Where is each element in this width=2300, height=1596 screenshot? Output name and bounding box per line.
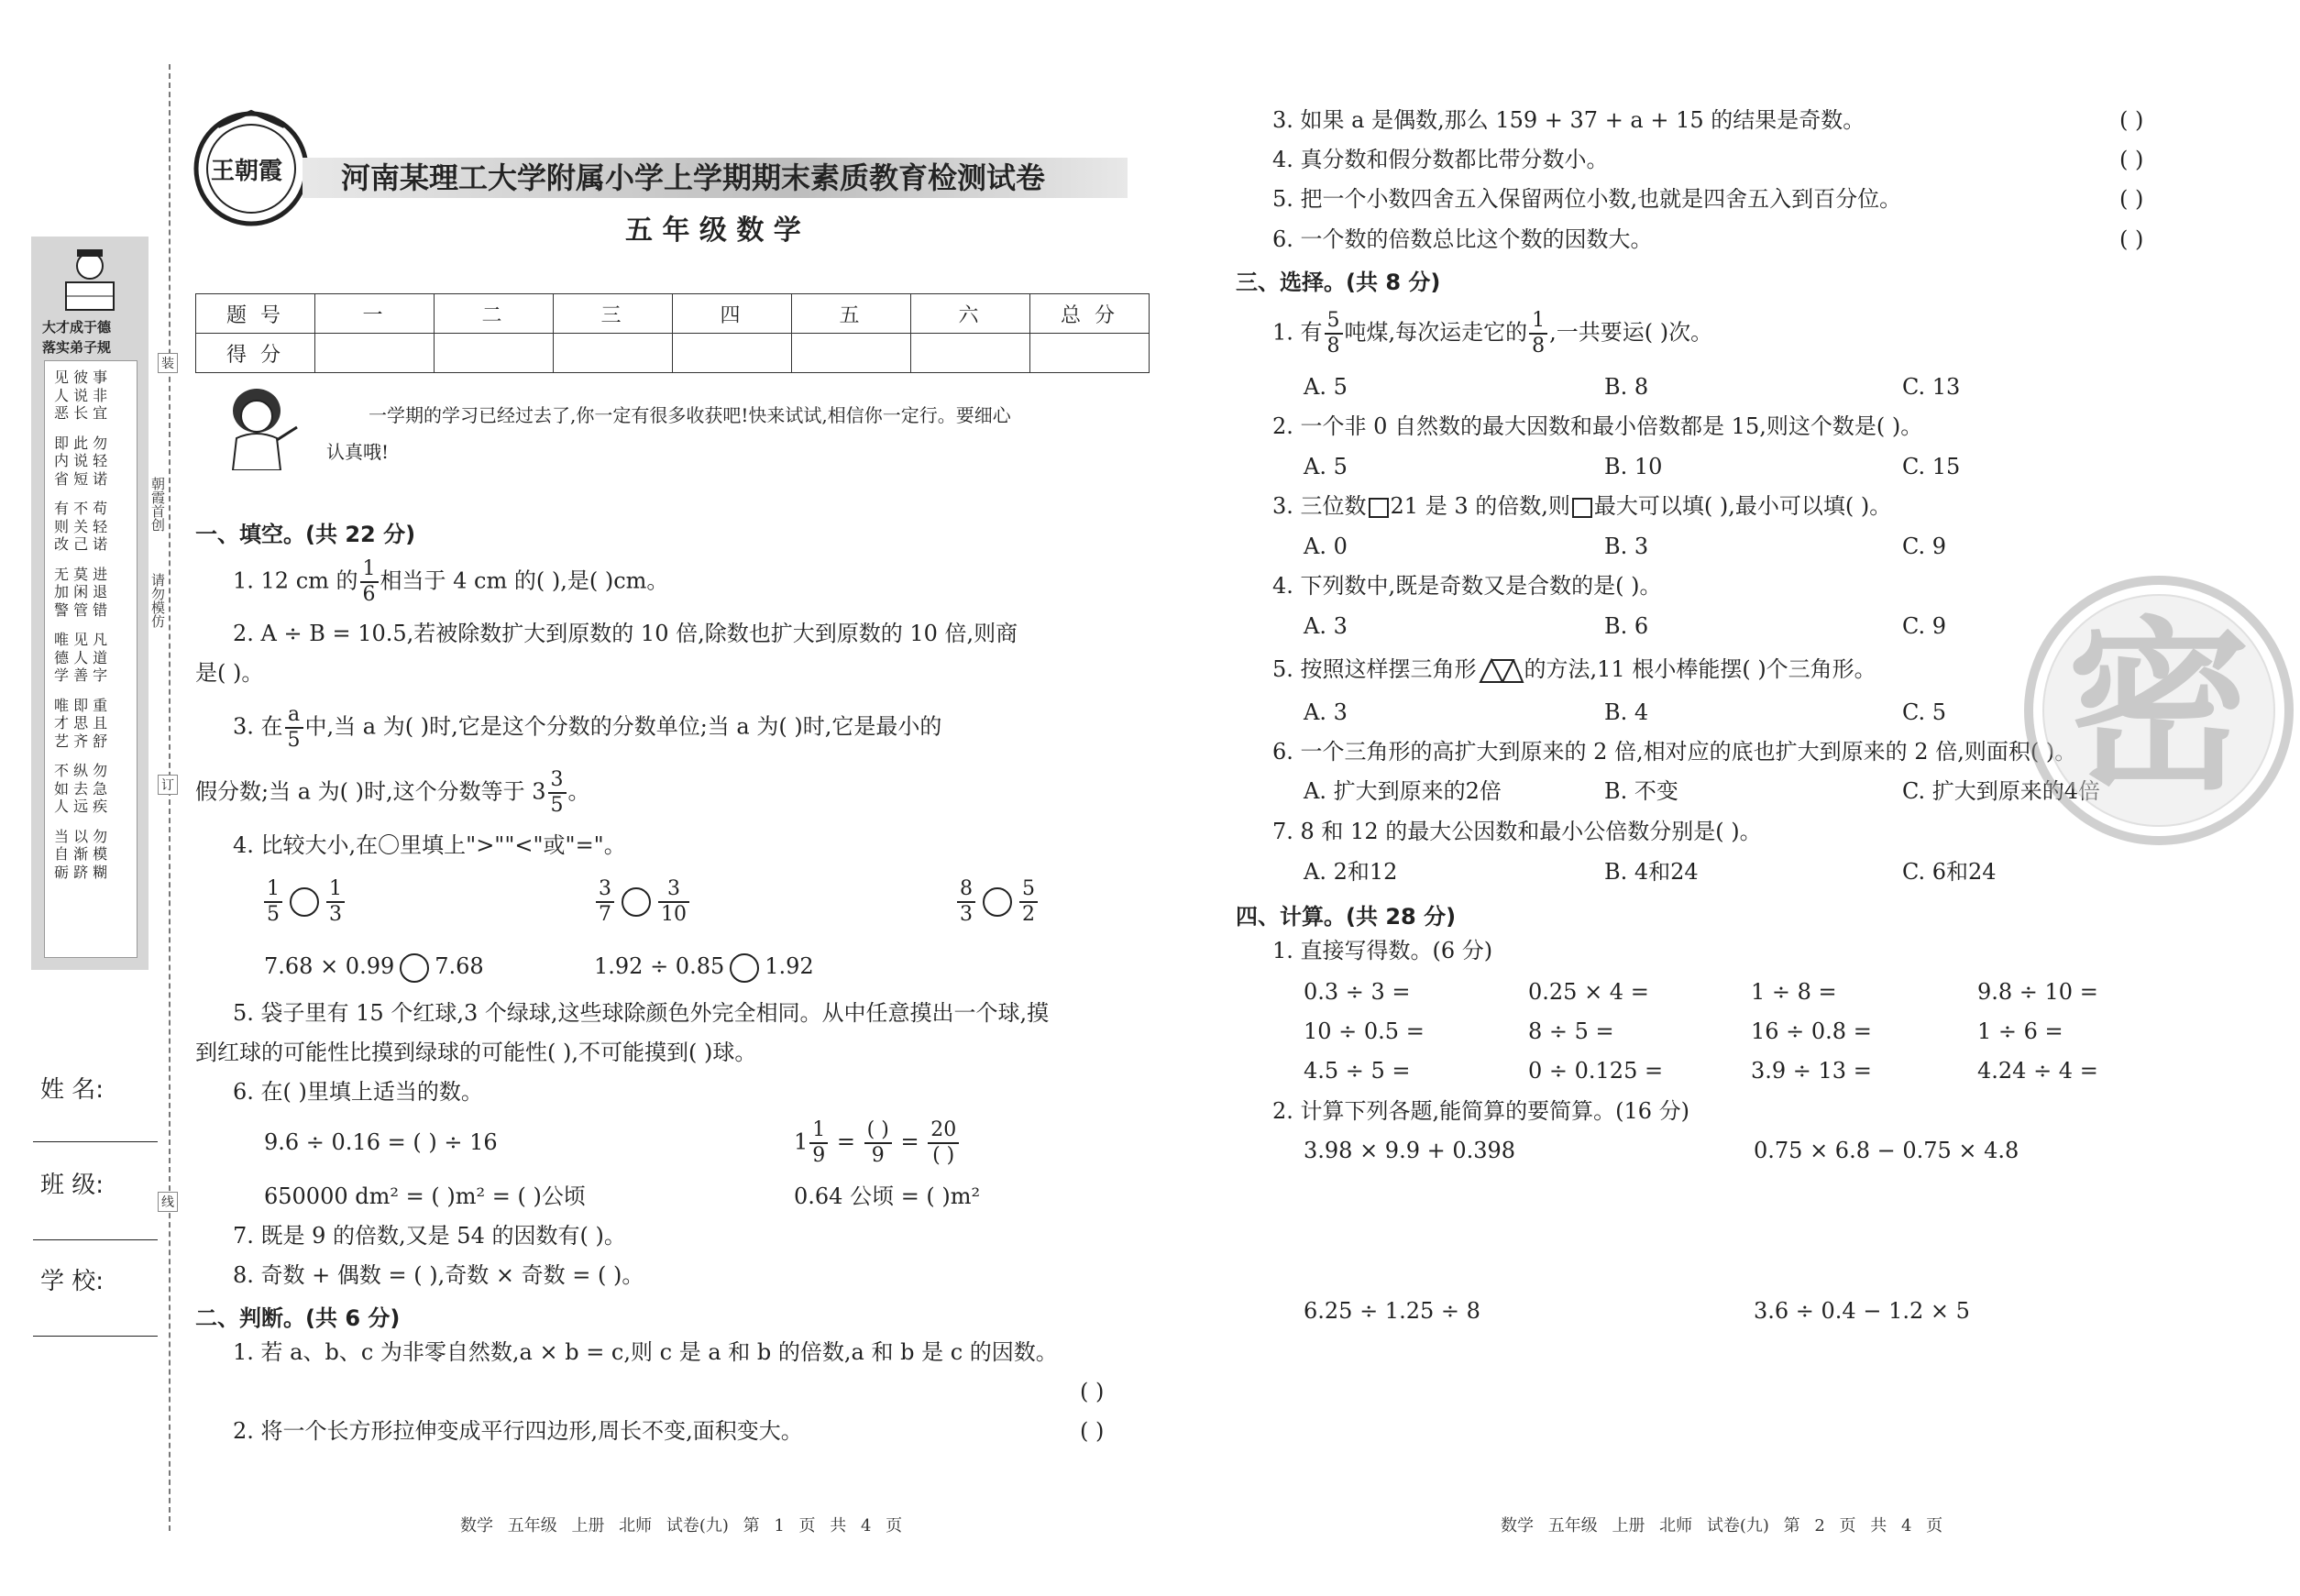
numerator: 1 [809, 1118, 828, 1144]
score-input[interactable] [1030, 334, 1150, 373]
numerator: 3 [596, 877, 614, 903]
choice-6-option-c[interactable]: C. 扩大到原来的4倍 [1902, 778, 2101, 804]
judge-3-answer[interactable]: ( ) [2119, 107, 2144, 133]
poem-line: 见 彼 事 [54, 369, 108, 386]
q3-text-a: 3. 在 [233, 713, 283, 740]
calc-2-problem-d: 3.6 ÷ 0.4 − 1.2 × 5 [1754, 1298, 1970, 1324]
numerator: 1 [326, 877, 345, 903]
c3-text-c: 最大可以填( ),最小可以填( )。 [1593, 493, 1892, 519]
section-fill-blank: 一、填空。(共 22 分) [195, 522, 416, 547]
binding-mark-1: 装 [158, 353, 178, 373]
compare-item [955, 877, 1040, 927]
poem-line: 加 闲 退 [54, 583, 108, 600]
denominator: 3 [329, 903, 342, 926]
choice-1-option-c[interactable]: C. 13 [1902, 374, 1961, 400]
poem-line: 唯 见 凡 [54, 631, 108, 648]
judge-2-answer[interactable]: ( ) [1080, 1418, 1105, 1444]
expr-left: 1.92 ÷ 0.85 [594, 953, 725, 979]
choice-5-option-a[interactable]: A. 3 [1304, 699, 1348, 725]
compare-item [262, 877, 347, 927]
question-2-line-1: 2. A ÷ B = 10.5,若被除数扩大到原数的 10 倍,除数也扩大到原数的 10 倍,则商 [233, 621, 1018, 646]
calc-2-problem-c: 6.25 ÷ 1.25 ÷ 8 [1304, 1298, 1480, 1324]
mental-math-item[interactable]: 4.24 ÷ 4 = [1977, 1058, 2098, 1084]
c3-text-a: 3. 三位数 [1272, 493, 1367, 519]
denominator: 8 [1532, 335, 1546, 358]
numerator: 8 [957, 877, 975, 903]
choice-5-option-b[interactable]: B. 4 [1604, 699, 1649, 725]
digit-box-icon [1369, 498, 1389, 518]
whole-number: 1 [794, 1128, 809, 1155]
choice-6-option-b[interactable]: B. 不变 [1604, 778, 1678, 804]
scholar-illustration [57, 246, 123, 314]
judge-6: 6. 一个数的倍数总比这个数的因数大。 [1272, 226, 1653, 252]
school-line[interactable] [33, 1336, 158, 1337]
brand-logo [191, 108, 312, 229]
c3-text-b: 21 是 3 的倍数,则 [1390, 493, 1570, 519]
poem-box [44, 360, 138, 958]
name-line[interactable] [33, 1141, 158, 1142]
denominator: 5 [267, 903, 280, 926]
numerator: 1 [360, 557, 379, 583]
choice-4-option-a[interactable]: A. 3 [1304, 613, 1348, 639]
poem-line: 有 不 苟 [54, 500, 108, 517]
poem-line: 当 以 勿 [54, 827, 108, 845]
page-footer-right: 数学 五年级 上册 北师 试卷(九) 第 2 页 共 4 页 [1501, 1516, 1943, 1535]
numerator-blank[interactable]: ( ) [864, 1118, 892, 1144]
judge-1-answer[interactable]: ( ) [1080, 1379, 1105, 1404]
question-4: 4. 比较大小,在〇里填上">""<"或"="。 [233, 832, 626, 858]
mental-math-item[interactable]: 0 ÷ 0.125 = [1528, 1058, 1664, 1084]
intro-line-2: 认真哦! [326, 441, 390, 463]
left-margin-sidebar [0, 0, 183, 1596]
question-7: 7. 既是 9 的倍数,又是 54 的因数有( )。 [233, 1223, 626, 1249]
binding-mark-2: 订 [158, 775, 178, 795]
expr-right: 7.68 [435, 953, 484, 979]
poem-line: 不 纵 勿 [54, 762, 108, 779]
denominator: 8 [1326, 335, 1340, 358]
numerator: 3 [658, 877, 689, 903]
q6-expr-d: 0.64 公顷 = ( )m² [794, 1183, 981, 1209]
stamp-character: 密 [2067, 601, 2251, 815]
denominator-blank[interactable]: ( ) [932, 1144, 955, 1167]
poem-line: 人 远 疾 [54, 798, 108, 815]
page-footer-left: 数学 五年级 上册 北师 试卷(九) 第 1 页 共 4 页 [460, 1516, 903, 1535]
judge-4-answer[interactable]: ( ) [2119, 147, 2144, 172]
binding-dashed-line [169, 64, 171, 1531]
poem-lines [45, 361, 137, 881]
poem-line: 省 短 诺 [54, 469, 108, 488]
mental-math-item[interactable]: 9.8 ÷ 10 = [1977, 979, 2098, 1005]
q3-text-c: 假分数;当 a 为( )时,这个分数等于 3 [195, 778, 546, 805]
poem-line: 德 人 道 [54, 648, 108, 666]
q3-text-b: 中,当 a 为( )时,它是这个分数的分数单位;当 a 为( )时,它是最小的 [304, 713, 942, 740]
compare-row-decimals-2 [594, 952, 814, 983]
mental-math-item[interactable]: 3.9 ÷ 13 = [1751, 1058, 1872, 1084]
score-table [195, 293, 1150, 373]
mental-math-item[interactable]: 8 ÷ 5 = [1528, 1018, 1614, 1044]
c5-text-a: 5. 按照这样摆三角形 [1272, 656, 1477, 682]
score-cell: 一 [315, 294, 435, 334]
choice-5-option-c[interactable]: C. 5 [1902, 699, 1947, 725]
binding-mark-3: 线 [158, 1192, 178, 1212]
denominator: 6 [362, 583, 376, 606]
warning-1: 朝霞首创 [149, 477, 166, 532]
choice-4-option-c[interactable]: C. 9 [1902, 613, 1947, 639]
judge-5: 5. 把一个小数四舍五入保留两位小数,也就是四舍五入到百分位。 [1272, 186, 1902, 212]
score-label: 得 分 [196, 334, 315, 373]
poem-line: 即 此 勿 [54, 434, 108, 452]
digit-box-icon [1572, 498, 1592, 518]
calc-2-problem-b: 0.75 × 6.8 − 0.75 × 4.8 [1754, 1138, 2019, 1163]
choice-5 [1272, 655, 1876, 684]
choice-1-option-a[interactable]: A. 5 [1304, 374, 1348, 400]
score-cell: 六 [911, 294, 1030, 334]
choice-7-option-b[interactable]: B. 4和24 [1604, 859, 1699, 885]
calc-1-heading: 1. 直接写得数。(6 分) [1272, 938, 1493, 963]
denominator: 9 [812, 1144, 826, 1167]
q1-text-b: 相当于 4 cm 的( ),是( )cm。 [380, 567, 669, 594]
question-8: 8. 奇数 + 偶数 = ( ),奇数 × 奇数 = ( )。 [233, 1262, 644, 1288]
poem-line: 警 管 错 [54, 600, 108, 619]
compare-row-fractions [262, 877, 1087, 932]
mental-math-item[interactable]: 10 ÷ 0.5 = [1304, 1018, 1425, 1044]
score-cell: 三 [554, 294, 673, 334]
choice-1-option-b[interactable]: B. 8 [1604, 374, 1649, 400]
numerator: 3 [548, 768, 567, 794]
score-input-row [196, 334, 1150, 373]
fraction [360, 557, 379, 607]
compare-circle-input[interactable] [730, 953, 759, 983]
poem-line: 自 渐 模 [54, 845, 108, 863]
choice-2-option-c[interactable]: C. 15 [1902, 454, 1961, 479]
numerator: 5 [1325, 309, 1343, 335]
score-cell: 题 号 [196, 294, 315, 334]
choice-6-option-a[interactable]: A. 扩大到原来的2倍 [1304, 778, 1502, 804]
judge-3: 3. 如果 a 是偶数,那么 159 + 37 + a + 15 的结果是奇数。 [1272, 107, 1865, 133]
mental-math-grid [1304, 978, 2129, 1097]
logo-text: 王朝霞 [211, 158, 283, 185]
class-label: 班 级: [40, 1172, 105, 1199]
numerator: 1 [264, 877, 282, 903]
denominator: 5 [287, 729, 301, 752]
denominator: 5 [550, 794, 564, 817]
q3-text-d: 。 [567, 778, 590, 805]
girl-illustration [220, 383, 303, 470]
choice-3-option-a[interactable]: A. 0 [1304, 534, 1348, 559]
score-header-row [196, 294, 1150, 334]
choice-7-option-a[interactable]: A. 2和12 [1304, 859, 1398, 885]
question-5-line-2: 到红球的可能性比摸到绿球的可能性( ),不可能摸到( )球。 [195, 1040, 757, 1065]
choice-2-option-b[interactable]: B. 10 [1604, 454, 1663, 479]
question-5-line-1: 5. 袋子里有 15 个红球,3 个绿球,这些球除颜色外完全相同。从中任意摸出一个球,摸 [233, 1000, 1050, 1026]
choice-3-option-b[interactable]: B. 3 [1604, 534, 1649, 559]
triangle-row-icon [1477, 658, 1524, 684]
compare-circle-input[interactable] [400, 953, 429, 983]
motto-line-1: 大才成于德 [42, 319, 112, 336]
score-input[interactable] [315, 334, 435, 373]
score-input[interactable] [792, 334, 911, 373]
c5-text-b: 的方法,11 根小棒能摆( )个三角形。 [1524, 656, 1876, 682]
choice-3-option-c[interactable]: C. 9 [1902, 534, 1947, 559]
numerator: 1 [1529, 309, 1547, 335]
score-input[interactable] [554, 334, 673, 373]
class-line[interactable] [33, 1239, 158, 1240]
compare-circle-input[interactable] [983, 887, 1012, 917]
score-cell: 四 [673, 294, 792, 334]
denominator: 9 [871, 1144, 885, 1167]
poem-line: 才 思 且 [54, 714, 108, 732]
score-cell: 五 [792, 294, 911, 334]
question-1 [233, 557, 668, 607]
denominator: 3 [960, 903, 973, 926]
confidential-stamp [2021, 573, 2296, 848]
expr-left: 7.68 × 0.99 [264, 953, 395, 979]
poem-line: 无 莫 进 [54, 565, 108, 583]
judge-2: 2. 将一个长方形拉伸变成平行四边形,周长不变,面积变大。 [233, 1418, 803, 1444]
mental-math-item[interactable]: 1 ÷ 6 = [1977, 1018, 2063, 1044]
poem-line: 艺 齐 舒 [54, 732, 108, 750]
choice-4: 4. 下列数中,既是奇数又是合数的是( )。 [1272, 573, 1662, 599]
section-calculation: 四、计算。(共 28 分) [1236, 904, 1457, 930]
calc-2-problem-a: 3.98 × 9.9 + 0.398 [1304, 1138, 1516, 1163]
compare-circle-input[interactable] [290, 887, 319, 917]
c1-text-b: 吨煤,每次运走它的 [1344, 319, 1528, 346]
score-cell: 总 分 [1030, 294, 1150, 334]
calc-2-heading: 2. 计算下列各题,能简算的要简算。(16 分) [1272, 1098, 1690, 1124]
judge-6-answer[interactable]: ( ) [2119, 226, 2144, 252]
compare-item [594, 877, 691, 927]
score-input[interactable] [911, 334, 1030, 373]
choice-2-option-a[interactable]: A. 5 [1304, 454, 1348, 479]
choice-1 [1272, 309, 1712, 358]
q6-expr-a: 9.6 ÷ 0.16 = ( ) ÷ 16 [264, 1129, 498, 1155]
mental-math-item[interactable]: 16 ÷ 0.8 = [1751, 1018, 1872, 1044]
numerator: 5 [1019, 877, 1038, 903]
poem-line: 学 善 字 [54, 666, 108, 684]
intro-line-1: 一学期的学习已经过去了,你一定有很多收获吧!快来试试,相信你一定行。要细心 [369, 404, 1011, 426]
compare-circle-input[interactable] [622, 887, 651, 917]
exam-subtitle: 五 年 级 数 学 [625, 215, 801, 247]
q6-expr-b: 1 $\frac{1}{9}$ = $\frac{( )}{9}$ = $\frac{20}{( )}$ [794, 1118, 961, 1168]
poem-line: 砺 跻 糊 [54, 863, 108, 881]
school-label: 学 校: [40, 1268, 105, 1295]
c1-text-c: ,一共要运( )次。 [1549, 319, 1713, 346]
choice-3 [1272, 492, 1891, 520]
poem-line: 则 关 轻 [54, 517, 108, 535]
q1-text-a: 1. 12 cm 的 [233, 567, 358, 594]
warning-2: 请勿模仿 [149, 573, 166, 628]
exam-title: 河南某理工大学附属小学上学期期末素质教育检测试卷 [341, 160, 1046, 195]
section-true-false: 二、判断。(共 6 分) [195, 1305, 401, 1331]
poem-line: 改 己 诺 [54, 535, 108, 553]
mental-math-item[interactable]: 1 ÷ 8 = [1751, 979, 1837, 1005]
choice-7-option-c[interactable]: C. 6和24 [1902, 859, 1997, 885]
choice-2: 2. 一个非 0 自然数的最大因数和最小倍数都是 15,则这个数是( )。 [1272, 413, 1923, 439]
denominator: 10 [661, 903, 687, 926]
c1-text-a: 1. 有 [1272, 319, 1323, 346]
mental-math-item[interactable]: 4.5 ÷ 5 = [1304, 1058, 1411, 1084]
section-multiple-choice: 三、选择。(共 8 分) [1236, 270, 1441, 295]
score-input[interactable] [673, 334, 792, 373]
poem-line: 唯 即 重 [54, 696, 108, 714]
motto-panel [31, 237, 149, 970]
numerator: 20 [928, 1118, 959, 1144]
denominator: 2 [1022, 903, 1035, 926]
name-label: 姓 名: [40, 1076, 105, 1104]
fraction [548, 768, 567, 818]
poem-line: 内 说 轻 [54, 452, 108, 469]
question-6: 6. 在( )里填上适当的数。 [233, 1079, 483, 1105]
mental-math-item[interactable]: 0.25 × 4 = [1528, 979, 1649, 1005]
compare-row-decimals-1 [264, 952, 484, 983]
question-3-line-2 [195, 768, 590, 818]
numerator: a [285, 703, 303, 729]
score-input[interactable] [435, 334, 554, 373]
fraction [285, 703, 303, 753]
choice-4-option-b[interactable]: B. 6 [1604, 613, 1649, 639]
denominator: 7 [599, 903, 611, 926]
poem-line: 人 说 非 [54, 386, 108, 404]
judge-5-answer[interactable]: ( ) [2119, 186, 2144, 212]
judge-1: 1. 若 a、b、c 为非零自然数,a × b = c,则 c 是 a 和 b 的倍数,a 和 b 是 c 的因数。 [233, 1339, 1058, 1365]
motto-line-2: 落实弟子规 [42, 339, 112, 356]
poem-line: 恶 长 宜 [54, 404, 108, 422]
choice-7: 7. 8 和 12 的最大公因数和最小公倍数分别是( )。 [1272, 819, 1762, 844]
mental-math-item[interactable]: 0.3 ÷ 3 = [1304, 979, 1411, 1005]
choice-6: 6. 一个三角形的高扩大到原来的 2 倍,相对应的底也扩大到原来的 2 倍,则面积( )。 [1272, 739, 2077, 765]
poem-line: 如 去 急 [54, 779, 108, 798]
judge-4: 4. 真分数和假分数都比带分数小。 [1272, 147, 1609, 172]
expr-right: 1.92 [765, 953, 814, 979]
score-cell: 二 [435, 294, 554, 334]
question-2-line-2: 是( )。 [195, 660, 264, 686]
question-3-line-1 [233, 703, 941, 753]
q6-expr-c: 650000 dm² = ( )m² = ( )公顷 [264, 1183, 586, 1209]
